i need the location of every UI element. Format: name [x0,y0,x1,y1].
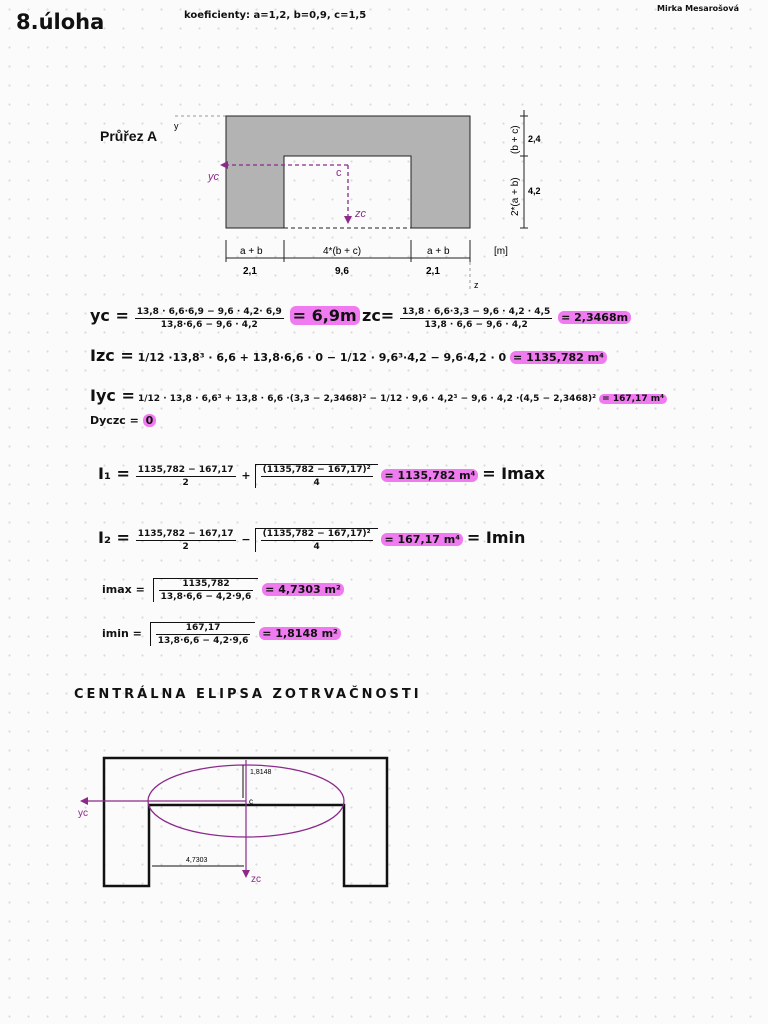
ellipse-axis-zc: zc [251,874,261,885]
cross-section-figure [0,0,768,300]
result-imax: = 4,7303 m² [262,583,344,596]
axis-yc-label: yc [208,171,219,183]
dim-side-label: 2*(a + b) [510,177,521,216]
unit-label: [m] [494,246,508,257]
result-iyc: = 167,17 m⁴ [599,394,667,404]
centroid-label: c [336,167,342,179]
dim-left-label: a + b [240,246,263,257]
eq-i2: I₂ = $\frac{1135,782 - 167,17}{2}$ − $\frac{\text{(1135,782 − 167,17)²}}{4}$ = 167,17 m⁴ = Imin [98,528,526,552]
eq-imax: imax = $\frac{1135,782}{13,8\cdot 6,6 - 4,2\cdot 9,6}$ = 4,7303 m² [102,578,344,602]
dim-top-label: (b + c) [510,125,521,154]
eq-zc: zc= $\frac{13,8 \cdot 6,6\cdot 3,3 - 9,6 \cdot 4,2 \cdot 4,5}{13,8 \cdot 6,6 - 9,6 \cdot 4,2}$ = 2,3468m [362,306,631,330]
semi-axis-z-value: 1,8148 [250,769,272,776]
eq-dyczc: Dyczc = 0 [90,414,156,427]
eq-iyc: Iyc = 1/12 · 13,8 · 6,6³ + 13,8 · 6,6 ·(3,3 − 2,3468)² − 1/12 · 9,6 · 4,2³ − 9,6 · 4,2 ·(4,5 − 2,3468)² = 167,17 m⁴ [90,386,667,405]
axis-z-label: z [474,280,479,290]
result-i1: = 1135,782 m⁴ [381,469,478,482]
axis-zc-label: zc [355,208,366,220]
eq-i1: I₁ = $\frac{1135,782 - 167,17}{2}$ + $\frac{\text{(1135,782 − 167,17)²}}{4}$ = 1135,782 m⁴ = Imax [98,464,545,488]
dim-mid-label: 4*(b + c) [323,246,362,257]
axis-y-label: y [174,121,179,131]
dim-mid-value: 9,6 [335,266,349,277]
eq-izc: Izc = 1/12 ·13,8³ · 6,6 + 13,8·6,6 · 0 − 1/12 · 9,6³·4,2 − 9,6·4,2 · 0 = 1135,782 m⁴ [90,346,607,365]
ellipse-axis-yc: yc [78,808,88,819]
result-imin: = 1,8148 m² [259,627,341,640]
semi-axis-y-value: 4,7303 [186,857,208,864]
eq-yc: yc = $\frac{13,8 \cdot 6,6\cdot 6,9 - 9,6 \cdot 4,2\cdot 6,9}{13,8\cdot 6,6 - 9,6 \cdot 4,2}$ = 6,9m [90,306,360,330]
task-title: 8.úloha [16,10,105,34]
result-zc: = 2,3468m [558,311,631,324]
dim-left-value: 2,1 [243,266,257,277]
dim-top-value: 2,4 [528,134,541,144]
result-dyczc: 0 [143,414,157,427]
result-izc: = 1135,782 m⁴ [510,351,607,364]
ellipse-centroid: c [249,797,253,806]
author-name: Mirka Mesarošová [657,4,740,13]
coefficients-note: koeficienty: a=1,2, b=0,9, c=1,5 [184,10,367,21]
dim-right-label: a + b [427,246,450,257]
result-yc: = 6,9m [290,306,360,325]
dim-right-value: 2,1 [426,266,440,277]
eq-imin: imin = $\frac{167,17}{13,8\cdot 6,6 - 4,2\cdot 9,6}$ = 1,8148 m² [102,622,341,646]
figure-a-label: Průřez A [100,128,158,144]
ellipse-section-title: CENTRÁLNA ELIPSA ZOTRVAČNOSTI [74,687,422,702]
inertia-ellipse-figure [0,740,768,900]
dim-side-value: 4,2 [528,186,541,196]
result-i2: = 167,17 m⁴ [381,533,463,546]
